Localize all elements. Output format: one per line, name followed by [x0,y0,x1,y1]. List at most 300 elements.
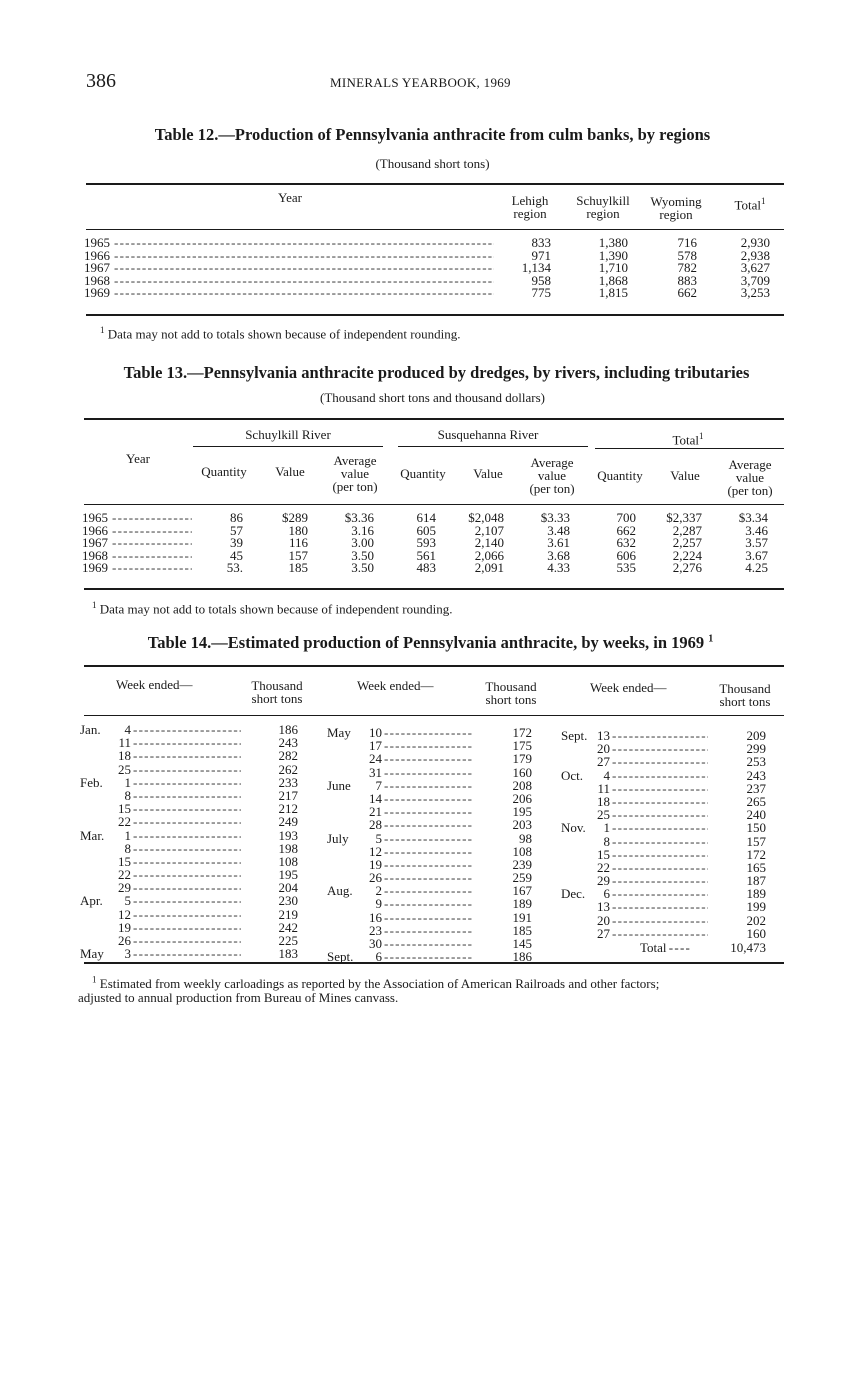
table-13-col-s-value: Value [275,464,305,479]
week-month: Nov. [561,820,586,836]
dot-leader [133,947,241,960]
week-tons: 219 [278,906,298,922]
week-tons: 150 [746,820,766,836]
week-month: May [80,946,104,962]
week-day: 1 [124,827,131,843]
week-row [561,914,771,927]
cell-t-average: $3.34 [738,510,768,525]
dot-leader [133,894,241,907]
table-12-bottom-rule [86,314,784,316]
week-row [561,900,771,913]
cell-wyoming: 883 [677,272,697,288]
row-year: 1968 [82,547,108,563]
week-day: 10 [369,725,382,740]
cell-t-quantity: 606 [616,547,636,563]
week-day: 29 [597,873,610,889]
table-13-col-u-value: Value [473,466,503,481]
cell-u-value: $2,048 [468,510,504,525]
table-13-group-susquehanna: Susquehanna River [437,427,539,442]
table-13-col-u-quantity: Quantity [400,466,446,481]
week-tons: 233 [278,774,298,790]
table-12-col-total: Total$^1$ [734,196,766,213]
dot-leader [114,237,494,250]
cell-t-value: 2,257 [672,535,702,550]
week-day: 15 [597,846,610,862]
dot-leader [612,861,708,874]
week-day: 8 [124,787,131,803]
table-14-column-2 [327,726,537,963]
week-tons: 249 [278,814,298,830]
dot-leader [133,921,241,934]
dot-leader [612,887,708,900]
week-day: 29 [118,880,131,896]
table-13-col-s-quantity: Quantity [201,464,247,479]
row-year: 1965 [84,235,110,250]
dot-leader [384,845,472,858]
cell-t-average: 4.25 [745,560,768,575]
dot-leader [612,795,708,808]
week-row [327,818,537,831]
cell-s-value: $289 [282,510,308,525]
dot-leader [384,752,472,765]
table-row [84,287,784,300]
week-day: 14 [369,790,382,806]
week-tons: 183 [278,946,298,962]
dot-leader [112,550,192,563]
cell-s-quantity: 86 [230,510,243,525]
week-row [561,887,771,900]
week-day: 4 [603,767,610,783]
row-year: 1968 [84,272,110,288]
cell-u-average: 3.48 [547,522,570,538]
week-day: 13 [597,728,610,743]
dot-leader [612,808,708,821]
dot-leader [114,262,494,275]
week-day: 1 [124,774,131,790]
week-tons: 262 [278,761,298,777]
row-year: 1967 [84,260,110,275]
week-tons: 259 [512,870,532,886]
cell-s-average: $3.36 [344,510,374,525]
row-year: 1965 [82,510,108,525]
week-tons: 203 [512,817,532,833]
table-13-footnote: $^1$ Data may not add to totals shown because of independent rounding. [92,600,453,617]
dot-leader [384,818,472,831]
table-13-title: Table 13.—Pennsylvania anthracite produced by dredges, by rivers, including tributaries [123,363,750,382]
week-row [80,894,320,907]
cell-schuylkill: 1,868 [598,272,628,288]
cell-lehigh: 1,134 [521,260,551,275]
table-12-col-wyoming: Wyoming region [650,194,702,222]
dot-leader [384,805,472,818]
dot-leader [384,766,472,779]
cell-t-value: $2,337 [666,510,702,525]
cell-t-value: 2,276 [672,560,702,575]
week-row [327,924,537,937]
table-14-column-3 [561,729,771,940]
dot-leader [112,562,192,575]
week-day: 25 [597,807,610,823]
week-month: Jan. [80,722,101,737]
week-row [561,835,771,848]
cell-schuylkill: 1,710 [598,260,628,275]
week-tons: 189 [746,886,766,902]
week-row [327,884,537,897]
week-day: 8 [124,840,131,856]
dot-leader [612,900,708,913]
table-14-total-value: 10,473 [730,940,766,955]
week-day: 12 [369,843,382,859]
dot-leader [384,739,472,752]
week-day: 15 [118,801,131,817]
table-12-subtitle: (Thousand short tons) [375,156,490,171]
week-tons: 282 [278,748,298,764]
cell-schuylkill: 1,380 [598,235,628,250]
cell-s-quantity: 39 [230,535,243,550]
week-month: Mar. [80,827,105,843]
dot-leader [384,884,472,897]
table-13-group-rule-total [595,448,784,449]
week-tons: 193 [278,827,298,843]
week-day: 18 [597,793,610,809]
week-tons: 187 [746,873,766,889]
dot-leader [384,924,472,937]
cell-t-quantity: 632 [616,535,636,550]
week-tons: 225 [278,933,298,948]
week-tons: 160 [746,925,766,941]
table-13-bottom-rule [84,588,784,590]
table-13-group-rule-schuylkill [193,446,383,447]
table-12-col-lehigh: Lehigh region [511,193,549,221]
week-month: Aug. [327,883,353,899]
cell-t-value: 2,224 [672,547,702,563]
week-tons: 243 [746,767,766,783]
dot-leader [133,815,241,828]
dot-leader [133,829,241,842]
cell-s-average: 3.50 [351,547,374,563]
week-row [80,829,320,842]
dot-leader [612,755,708,768]
week-row [327,911,537,924]
week-tons: 202 [746,912,766,928]
dot-leader [384,792,472,805]
week-row [327,766,537,779]
cell-total: 2,938 [740,247,770,263]
row-year: 1969 [84,285,110,300]
table-13-top-rule [84,418,784,420]
cell-s-value: 157 [288,547,308,563]
week-day: 15 [118,853,131,869]
week-tons: 217 [278,787,298,803]
week-tons: 145 [512,936,532,951]
dot-leader [133,934,241,947]
week-day: 11 [118,735,131,751]
week-tons: 108 [278,853,298,869]
week-row [561,795,771,808]
dot-leader [612,914,708,927]
table-13-group-schuylkill: Schuylkill River [245,427,331,442]
table-14-col-tons-1: Thousand short tons [251,678,303,706]
week-month: June [327,777,351,793]
week-row [561,769,771,782]
table-14-title: Table 14.—Estimated production of Pennsylvania anthracite, by weeks, in 1969 $^1$ [147,633,714,652]
table-13-col-u-average: Average value (per ton) [529,455,575,496]
table-14-column-1 [80,723,320,960]
cell-lehigh: 971 [531,247,551,263]
table-14-top-rule [84,665,784,667]
table-14-col-week-2: Week ended— [357,678,434,693]
week-tons: 208 [512,777,532,793]
week-row [327,792,537,805]
cell-u-quantity: 483 [416,560,436,575]
table-13-col-t-quantity: Quantity [597,468,643,483]
week-month: Apr. [80,893,103,909]
cell-s-average: 3.50 [351,560,374,575]
dot-leader [133,842,241,855]
cell-u-average: 3.61 [547,535,570,550]
week-day: 26 [369,870,382,886]
cell-s-value: 185 [288,560,308,575]
week-day: 19 [369,856,382,872]
week-tons: 186 [512,949,532,965]
cell-u-average: 3.68 [547,547,570,563]
week-day: 17 [369,738,382,754]
week-month: Oct. [561,767,584,783]
week-day: 2 [375,883,382,899]
week-day: 19 [118,919,131,935]
table-14-total-label: Total - - - - [640,940,689,955]
week-tons: 204 [278,880,298,896]
week-day: 16 [369,909,382,925]
week-day: 22 [118,814,131,830]
dot-leader [612,821,708,834]
week-row [327,752,537,765]
week-tons: 239 [512,856,532,872]
week-tons: 209 [746,728,766,743]
week-row [561,927,771,940]
table-13-head-rule [84,504,784,505]
dot-leader [612,729,708,742]
week-day: 26 [118,933,131,948]
week-row [327,779,537,792]
table-14-footnote: $^1$ Estimated from weekly carloadings as reported by the Association of American Railroads and other factors; adjusted to annual production from Bureau of Mines canvass. [78,975,660,1006]
cell-schuylkill: 1,815 [598,285,628,300]
dot-leader [612,835,708,848]
dot-leader [114,287,494,300]
week-day: 27 [597,925,610,941]
cell-s-value: 180 [288,522,308,538]
week-row [80,763,320,776]
dot-leader [114,275,494,288]
week-row [561,821,771,834]
week-day: 13 [597,899,610,915]
week-row [80,815,320,828]
week-day: 22 [118,867,131,883]
week-day: 6 [375,949,382,965]
week-tons: 191 [512,909,532,925]
week-day: 23 [369,922,382,938]
cell-u-value: 2,091 [474,560,504,575]
cell-u-quantity: 614 [416,510,436,525]
cell-u-average: 4.33 [547,560,570,575]
week-row [327,805,537,818]
dot-leader [133,802,241,815]
week-day: 22 [597,859,610,875]
cell-s-quantity: 45 [230,547,243,563]
week-day: 24 [369,751,382,767]
week-day: 20 [597,741,610,757]
cell-u-average: $3.33 [540,510,570,525]
table-13-col-t-average: Average value (per ton) [727,457,773,498]
table-13-col-s-average: Average value (per ton) [332,453,378,494]
row-year: 1966 [82,522,108,538]
week-tons: 230 [278,893,298,909]
dot-leader [612,782,708,795]
week-row [327,739,537,752]
cell-u-quantity: 605 [416,522,436,538]
week-tons: 160 [512,764,532,780]
week-row [561,729,771,742]
dot-leader [384,937,472,950]
week-day: 12 [118,906,131,922]
week-tons: 195 [278,867,298,883]
week-day: 8 [603,833,610,849]
week-tons: 237 [746,780,766,796]
week-day: 3 [124,946,131,962]
week-tons: 243 [278,735,298,751]
table-13-col-t-value: Value [670,468,700,483]
cell-s-average: 3.16 [351,522,374,538]
table-14-col-week-3: Week ended— [590,680,667,695]
dot-leader [133,868,241,881]
table-12-body [84,237,784,300]
dot-leader [612,874,708,887]
week-day: 6 [603,886,610,902]
cell-wyoming: 782 [677,260,697,275]
cell-t-value: 2,287 [672,522,702,538]
table-13-group-rule-susquehanna [398,446,588,447]
table-14-col-tons-2: Thousand short tons [485,679,537,707]
week-tons: 157 [746,833,766,849]
week-day: 18 [118,748,131,764]
dot-leader [133,763,241,776]
dot-leader [384,726,472,739]
cell-t-average: 3.67 [745,547,768,563]
running-title: MINERALS YEARBOOK, 1969 [330,75,511,90]
table-12-footnote: $^1$ Data may not add to totals shown because of independent rounding. [100,325,461,342]
table-13-subtitle: (Thousand short tons and thousand dollars) [320,390,545,405]
week-tons: 167 [512,883,532,899]
week-month: Dec. [561,886,586,902]
week-row [561,742,771,755]
week-day: 31 [369,764,382,780]
cell-s-value: 116 [288,535,308,550]
week-row [561,808,771,821]
dot-leader [384,779,472,792]
week-day: 1 [603,820,610,836]
week-tons: 253 [746,754,766,770]
table-14-head-rule [84,715,784,716]
week-day: 11 [597,780,610,796]
week-month: Feb. [80,774,103,790]
week-row [327,871,537,884]
week-day: 30 [369,936,382,951]
cell-s-quantity: 57 [230,522,243,538]
cell-t-quantity: 700 [616,510,636,525]
week-row [327,937,537,950]
week-row [327,897,537,910]
week-tons: 199 [746,899,766,915]
week-day: 27 [597,754,610,770]
cell-total: 3,627 [740,260,770,275]
week-tons: 198 [278,840,298,856]
week-day: 9 [375,896,382,912]
dot-leader [133,723,241,736]
week-row [561,755,771,768]
cell-total: 2,930 [740,235,770,250]
week-row [80,842,320,855]
cell-lehigh: 833 [531,235,551,250]
dot-leader [612,742,708,755]
week-row [80,749,320,762]
week-row [561,848,771,861]
row-year: 1966 [84,247,110,263]
table-12-col-year: Year [278,190,302,205]
cell-lehigh: 958 [531,272,551,288]
week-day: 4 [124,722,131,737]
row-year: 1969 [82,560,108,575]
dot-leader [112,525,192,538]
week-row [327,845,537,858]
week-day: 25 [118,761,131,777]
dot-leader [612,769,708,782]
table-12-title: Table 12.—Production of Pennsylvania anthracite from culm banks, by regions [154,125,711,144]
week-day: 20 [597,912,610,928]
table-12-col-schuylkill: Schuylkill region [576,193,630,221]
table-row [82,562,784,575]
cell-schuylkill: 1,390 [598,247,628,263]
cell-t-quantity: 535 [616,560,636,575]
table-14-col-tons-3: Thousand short tons [719,681,771,709]
week-tons: 186 [278,722,298,737]
dot-leader [384,871,472,884]
week-tons: 98 [519,830,532,846]
week-tons: 240 [746,807,766,823]
table-14-bottom-rule [84,962,784,964]
week-tons: 299 [746,741,766,757]
cell-s-quantity: 53. [226,560,243,575]
cell-total: 3,709 [740,272,770,288]
week-tons: 189 [512,896,532,912]
week-tons: 242 [278,919,298,935]
week-day: 28 [369,817,382,833]
week-row [561,874,771,887]
week-tons: 206 [512,790,532,806]
dot-leader [133,749,241,762]
cell-s-average: 3.00 [351,535,374,550]
dot-leader [133,736,241,749]
table-14-col-week-1: Week ended— [116,677,193,692]
table-12-head-rule [86,229,784,230]
week-month: Sept. [561,728,588,743]
cell-lehigh: 775 [531,285,551,300]
table-13-group-total: Total$^1$ [672,431,704,448]
dot-leader [114,250,494,263]
dot-leader [384,832,472,845]
dot-leader [133,776,241,789]
dot-leader [384,897,472,910]
cell-u-value: 2,066 [474,547,504,563]
